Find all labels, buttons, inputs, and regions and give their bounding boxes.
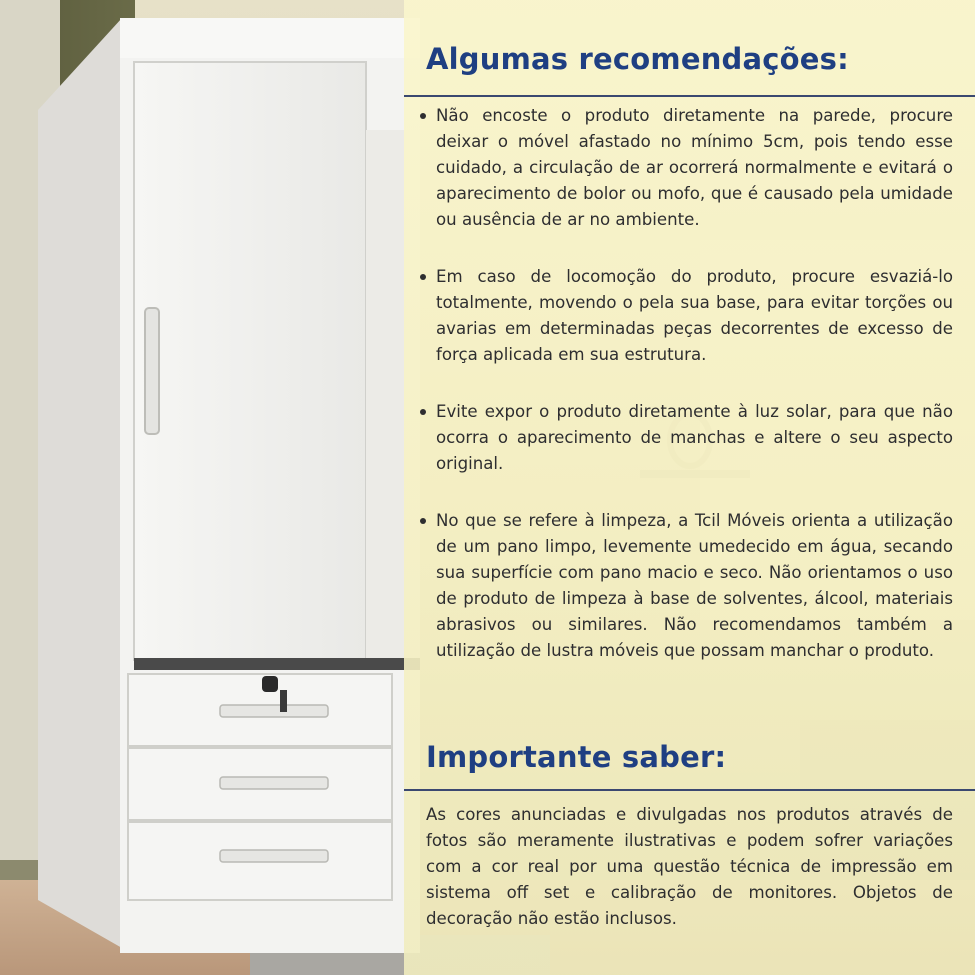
- recommendations-list: [418, 103, 953, 695]
- drawer-2-handle: [220, 777, 328, 789]
- recommendations-title: Algumas recomendações:: [426, 42, 849, 76]
- wardrobe-top-edge: [120, 18, 420, 58]
- important-title: Importante saber:: [426, 740, 727, 774]
- wardrobe-plinth: [128, 902, 420, 950]
- bullet-icon: [420, 274, 426, 280]
- bullet-icon: [420, 113, 426, 119]
- list-item: No que se refere à limpeza, a Tcil Móveis orienta a utilização de um pano limpo, levemente umedecido em água, secando sua superfície com pano macio e seco. Não orientamos o uso de produto de limpeza à base de solventes, álcool, materiais abrasivos ou similares. Não recomendamos também a utilização de lustra móveis que possam manchar o produto.: [418, 508, 953, 664]
- bullet-icon: [420, 518, 426, 524]
- lock: [262, 676, 278, 692]
- drawer-1-handle: [220, 705, 328, 717]
- counter-strip: [134, 658, 420, 670]
- wardrobe-side: [38, 18, 122, 948]
- sliding-door: [134, 62, 366, 660]
- important-text: As cores anunciadas e divulgadas nos produtos através de fotos são meramente ilustrativas e podem sofrer variações com a cor real por uma questão técnica de impressão em sistema off set e calibração de monitores. Objetos de decoração não estão inclusos.: [426, 805, 953, 928]
- door-handle: [145, 308, 159, 434]
- drawer-3-handle: [220, 850, 328, 862]
- list-item: Não encoste o produto diretamente na parede, procure deixar o móvel afastado no mínimo 5cm, pois tendo esse cuidado, a circulação de ar ocorrerá normalmente e evitará o aparecimento de bolor ou mofo, que é causado pela umidade ou ausência de ar no ambiente.: [418, 103, 953, 233]
- title-divider: [404, 95, 975, 97]
- title-divider: [404, 789, 975, 791]
- bullet-icon: [420, 409, 426, 415]
- lock-key: [280, 690, 287, 712]
- list-item: Em caso de locomoção do produto, procure esvaziá-lo totalmente, movendo o pela sua base, para evitar torções ou avarias em determinadas peças decorrentes de excesso de força aplicada em sua estrutura.: [418, 264, 953, 368]
- list-item: Evite expor o produto diretamente à luz solar, para que não ocorra o aparecimento de manchas e altere o seu aspecto original.: [418, 399, 953, 477]
